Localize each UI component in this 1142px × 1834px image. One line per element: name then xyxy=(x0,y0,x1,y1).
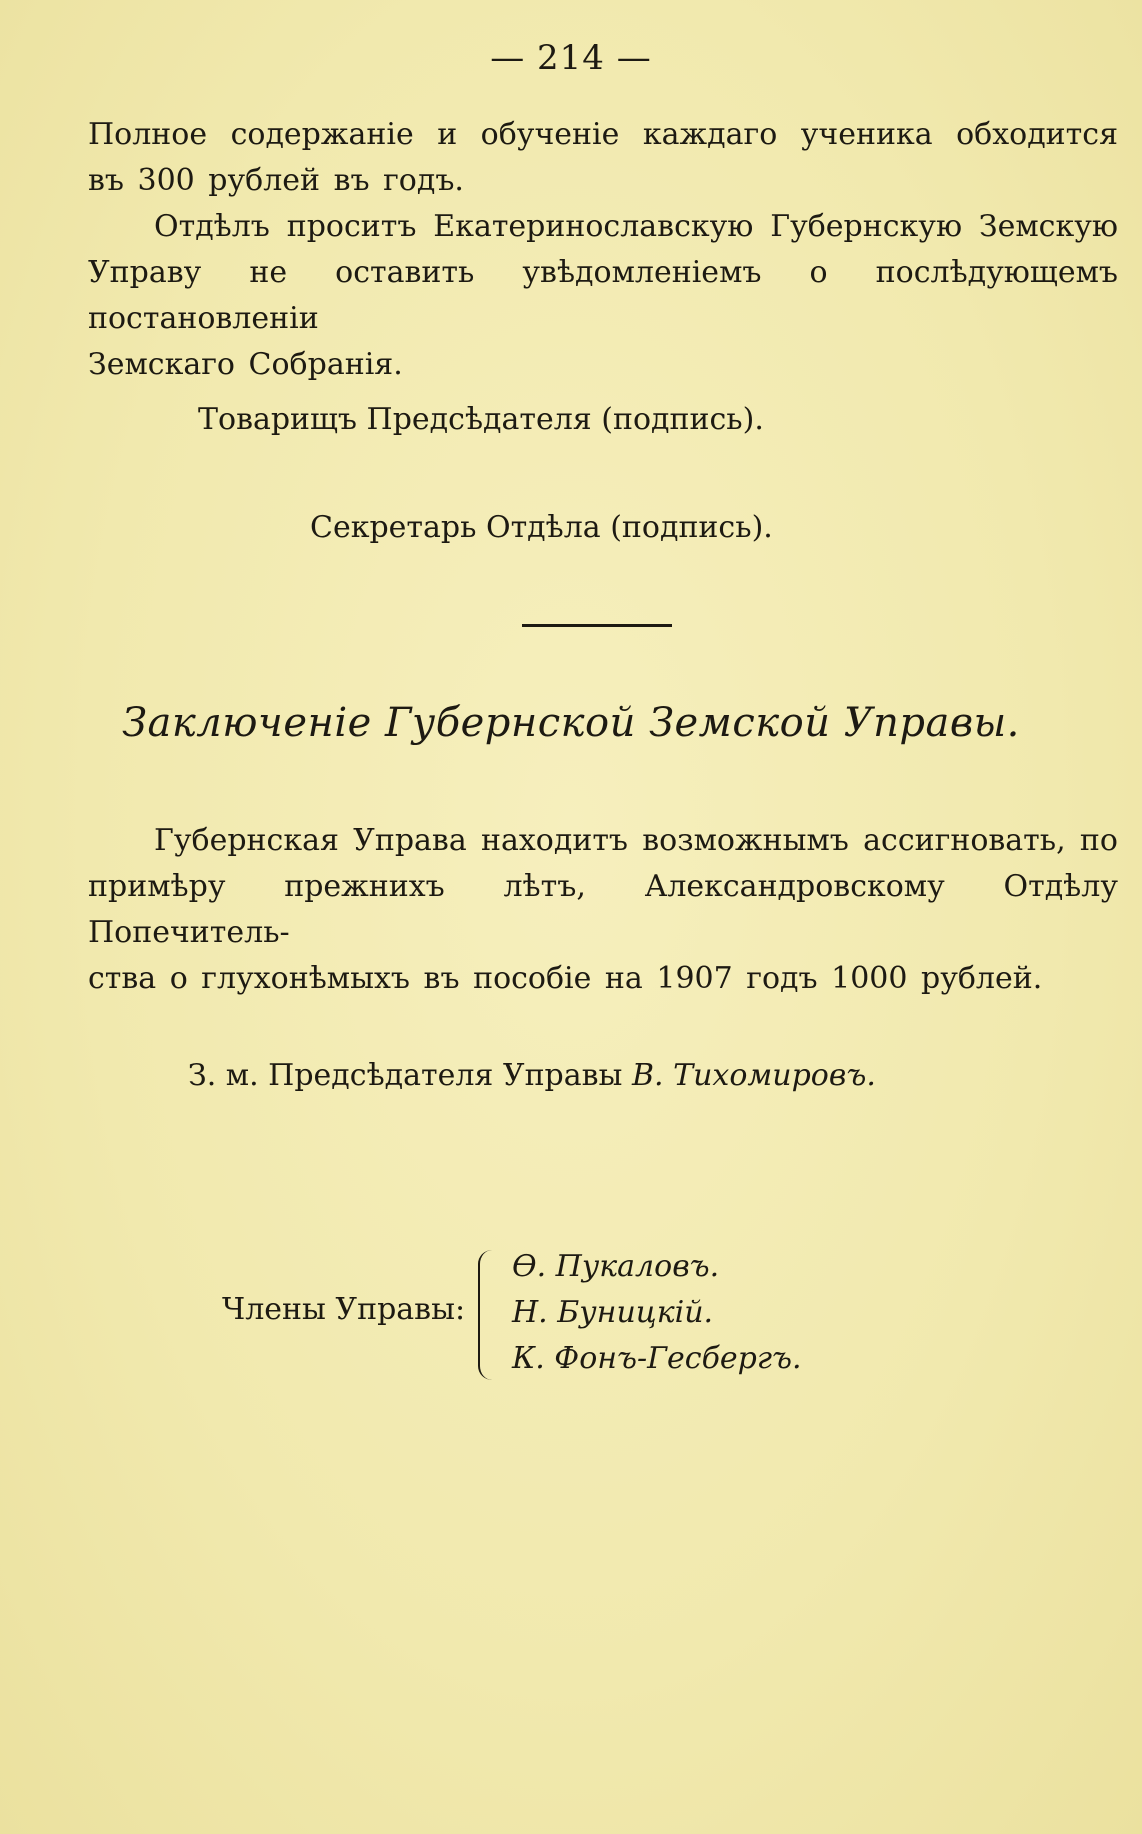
section-heading: Заключеніе Губернской Земской Управы. xyxy=(122,700,1020,746)
paragraph-line: Полное содержаніе и обученіе каждаго ученика обходится xyxy=(88,117,1118,152)
paragraph-line: примѣру прежнихъ лѣтъ, Александровскому Отдѣлу Попечитель- xyxy=(88,869,1118,950)
acting-chair-name: В. Тихомировъ. xyxy=(631,1058,876,1093)
members-label: Члены Управы: xyxy=(222,1292,466,1327)
member-name: К. Фонъ-Гесбергъ. xyxy=(512,1341,802,1376)
paragraph-line: Отдѣлъ проситъ Екатеринославскую Губернскую Земскую xyxy=(154,209,1118,244)
member-name: Ѳ. Пукаловъ. xyxy=(512,1249,720,1284)
paragraph-line: Губернская Управа находитъ возможнымъ ассигновать, по xyxy=(154,823,1118,858)
paragraph-cost xyxy=(88,112,1118,204)
signature-vice-chair: Товарищъ Предсѣдателя (подпись). xyxy=(198,402,764,437)
section-divider xyxy=(522,624,672,627)
paragraph-request xyxy=(88,204,1118,388)
acting-chair-label: З. м. Предсѣдателя Управы xyxy=(188,1058,623,1093)
member-name: Н. Буницкій. xyxy=(512,1295,714,1330)
paragraph-line: Управу не оставить увѣдомленіемъ о послѣдующемъ постановленіи xyxy=(88,255,1118,336)
paragraph-line: ства о глухонѣмыхъ въ пособіе на 1907 годъ 1000 рублей. xyxy=(88,961,1043,996)
paragraph-line: Земскаго Собранія. xyxy=(88,347,403,382)
page-number: — 214 — xyxy=(490,38,652,78)
signature-secretary: Секретарь Отдѣла (подпись). xyxy=(310,510,773,545)
paragraph-line: въ 300 рублей въ годъ. xyxy=(88,163,464,198)
paragraph-conclusion xyxy=(88,818,1118,1002)
acting-chair-signature xyxy=(188,1056,876,1096)
members-list xyxy=(512,1244,802,1382)
members-brace xyxy=(478,1250,494,1380)
